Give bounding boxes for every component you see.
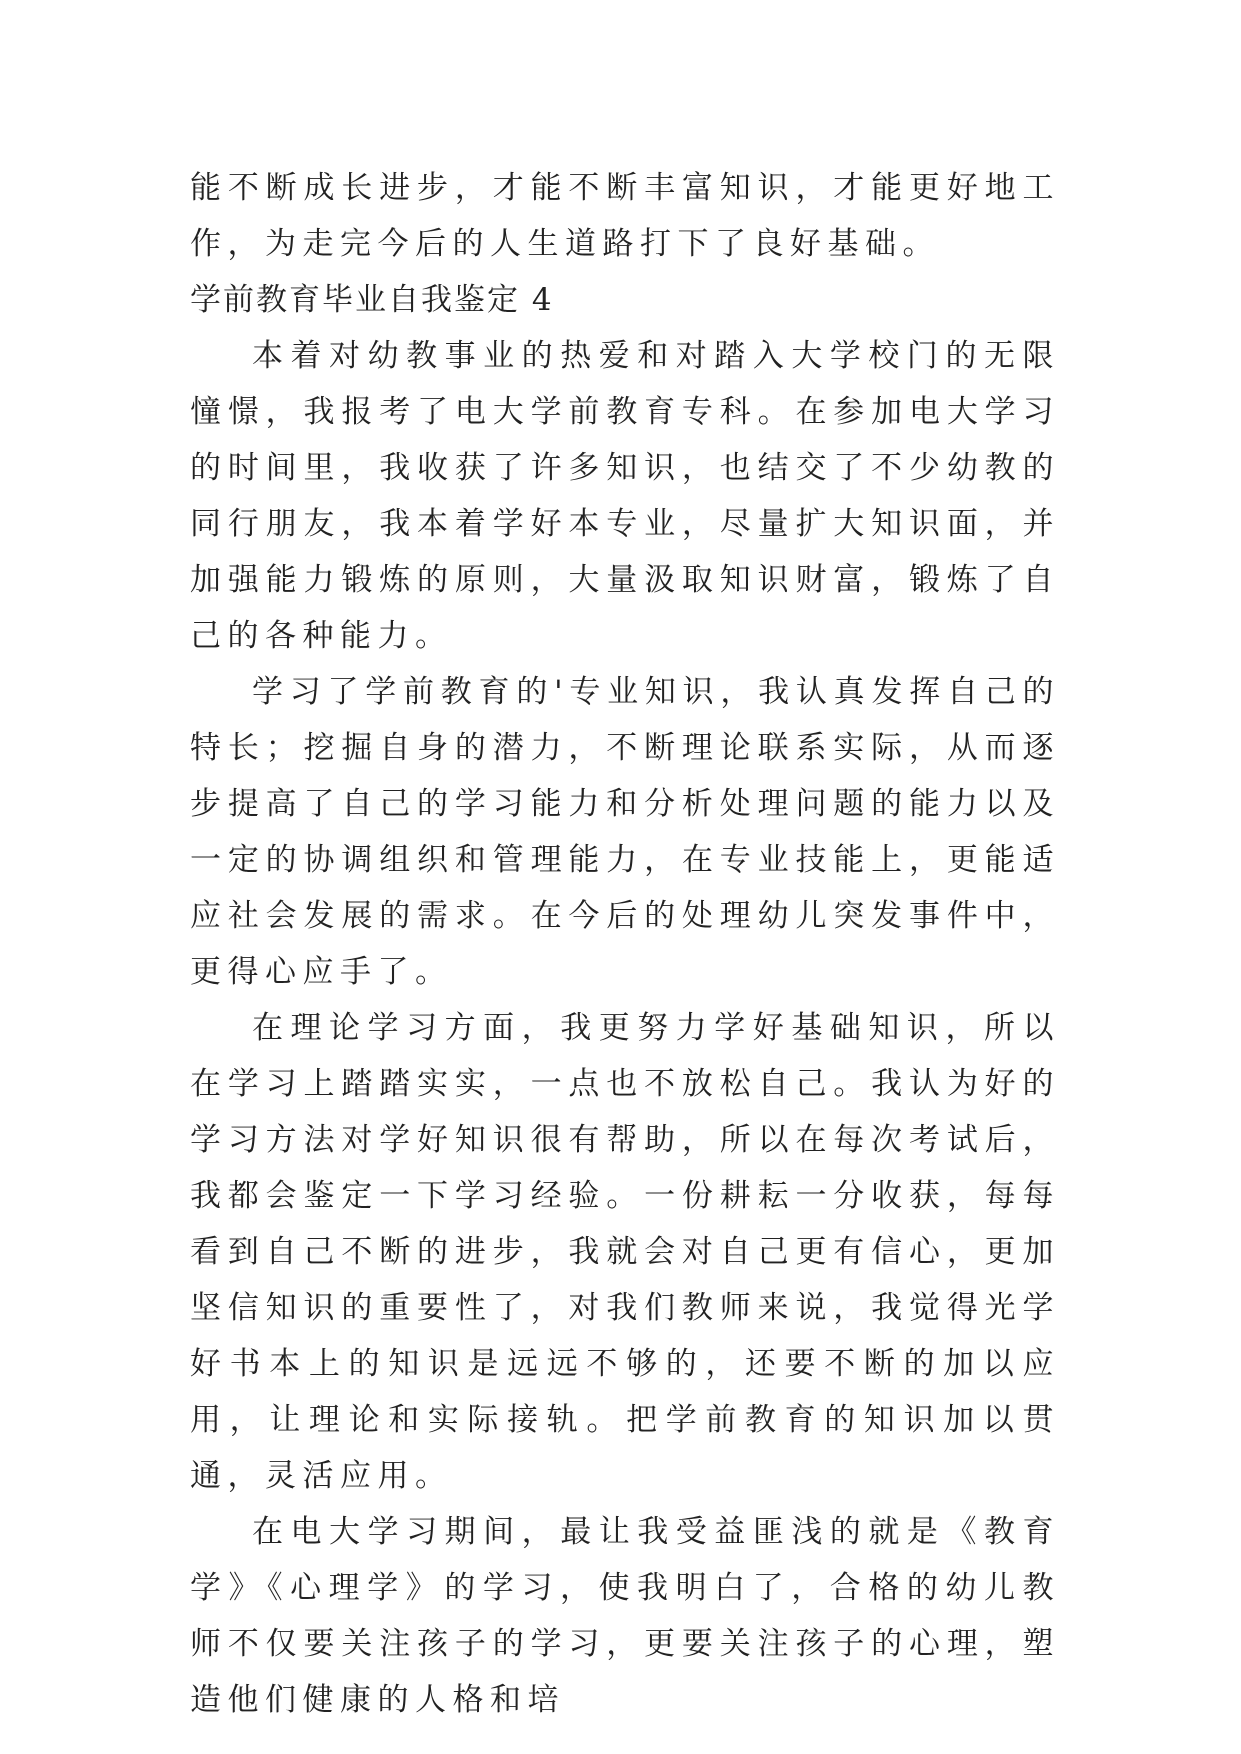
body-paragraph: 在电大学习期间，最让我受益匪浅的就是《教育学》《心理学》的学习，使我明白了，合格的幼儿教师不仅要关注孩子的学习，更要关注孩子的心理，塑造他们健康的人格和培 (190, 1514, 1060, 1718)
body-paragraph: 在理论学习方面，我更努力学好基础知识，所以在学习上踏踏实实，一点也不放松自己。我认为好的学习方法对学好知识很有帮助，所以在每次考试后，我都会鉴定一下学习经验。一份耕耘一分收获，每每看到自己不断的进步，我就会对自己更有信心，更加坚信知识的重要性了，对我们教师来说，我觉得光学好书本上的知识是远远不够的，还要不断的加以应用，让理论和实际接轨。把学前教育的知识加以贯通，灵活应用。 (190, 1010, 1060, 1494)
section-title: 学前教育毕业自我鉴定 4 (190, 282, 554, 318)
body-paragraph: 本着对幼教事业的热爱和对踏入大学校门的无限憧憬，我报考了电大学前教育专科。在参加电大学习的时间里，我收获了许多知识，也结交了不少幼教的同行朋友，我本着学好本专业，尽量扩大知识面，并加强能力锻炼的原则，大量汲取知识财富，锻炼了自己的各种能力。 (190, 338, 1060, 654)
document-body (190, 160, 1060, 1728)
continuation-paragraph: 能不断成长进步，才能不断丰富知识，才能更好地工作，为走完今后的人生道路打下了良好基础。 (190, 170, 1060, 262)
body-paragraph: 学习了学前教育的'专业知识，我认真发挥自己的特长；挖掘自身的潜力，不断理论联系实际，从而逐步提高了自己的学习能力和分析处理问题的能力以及一定的协调组织和管理能力，在专业技能上，更能适应社会发展的需求。在今后的处理幼儿突发事件中，更得心应手了。 (190, 674, 1060, 990)
